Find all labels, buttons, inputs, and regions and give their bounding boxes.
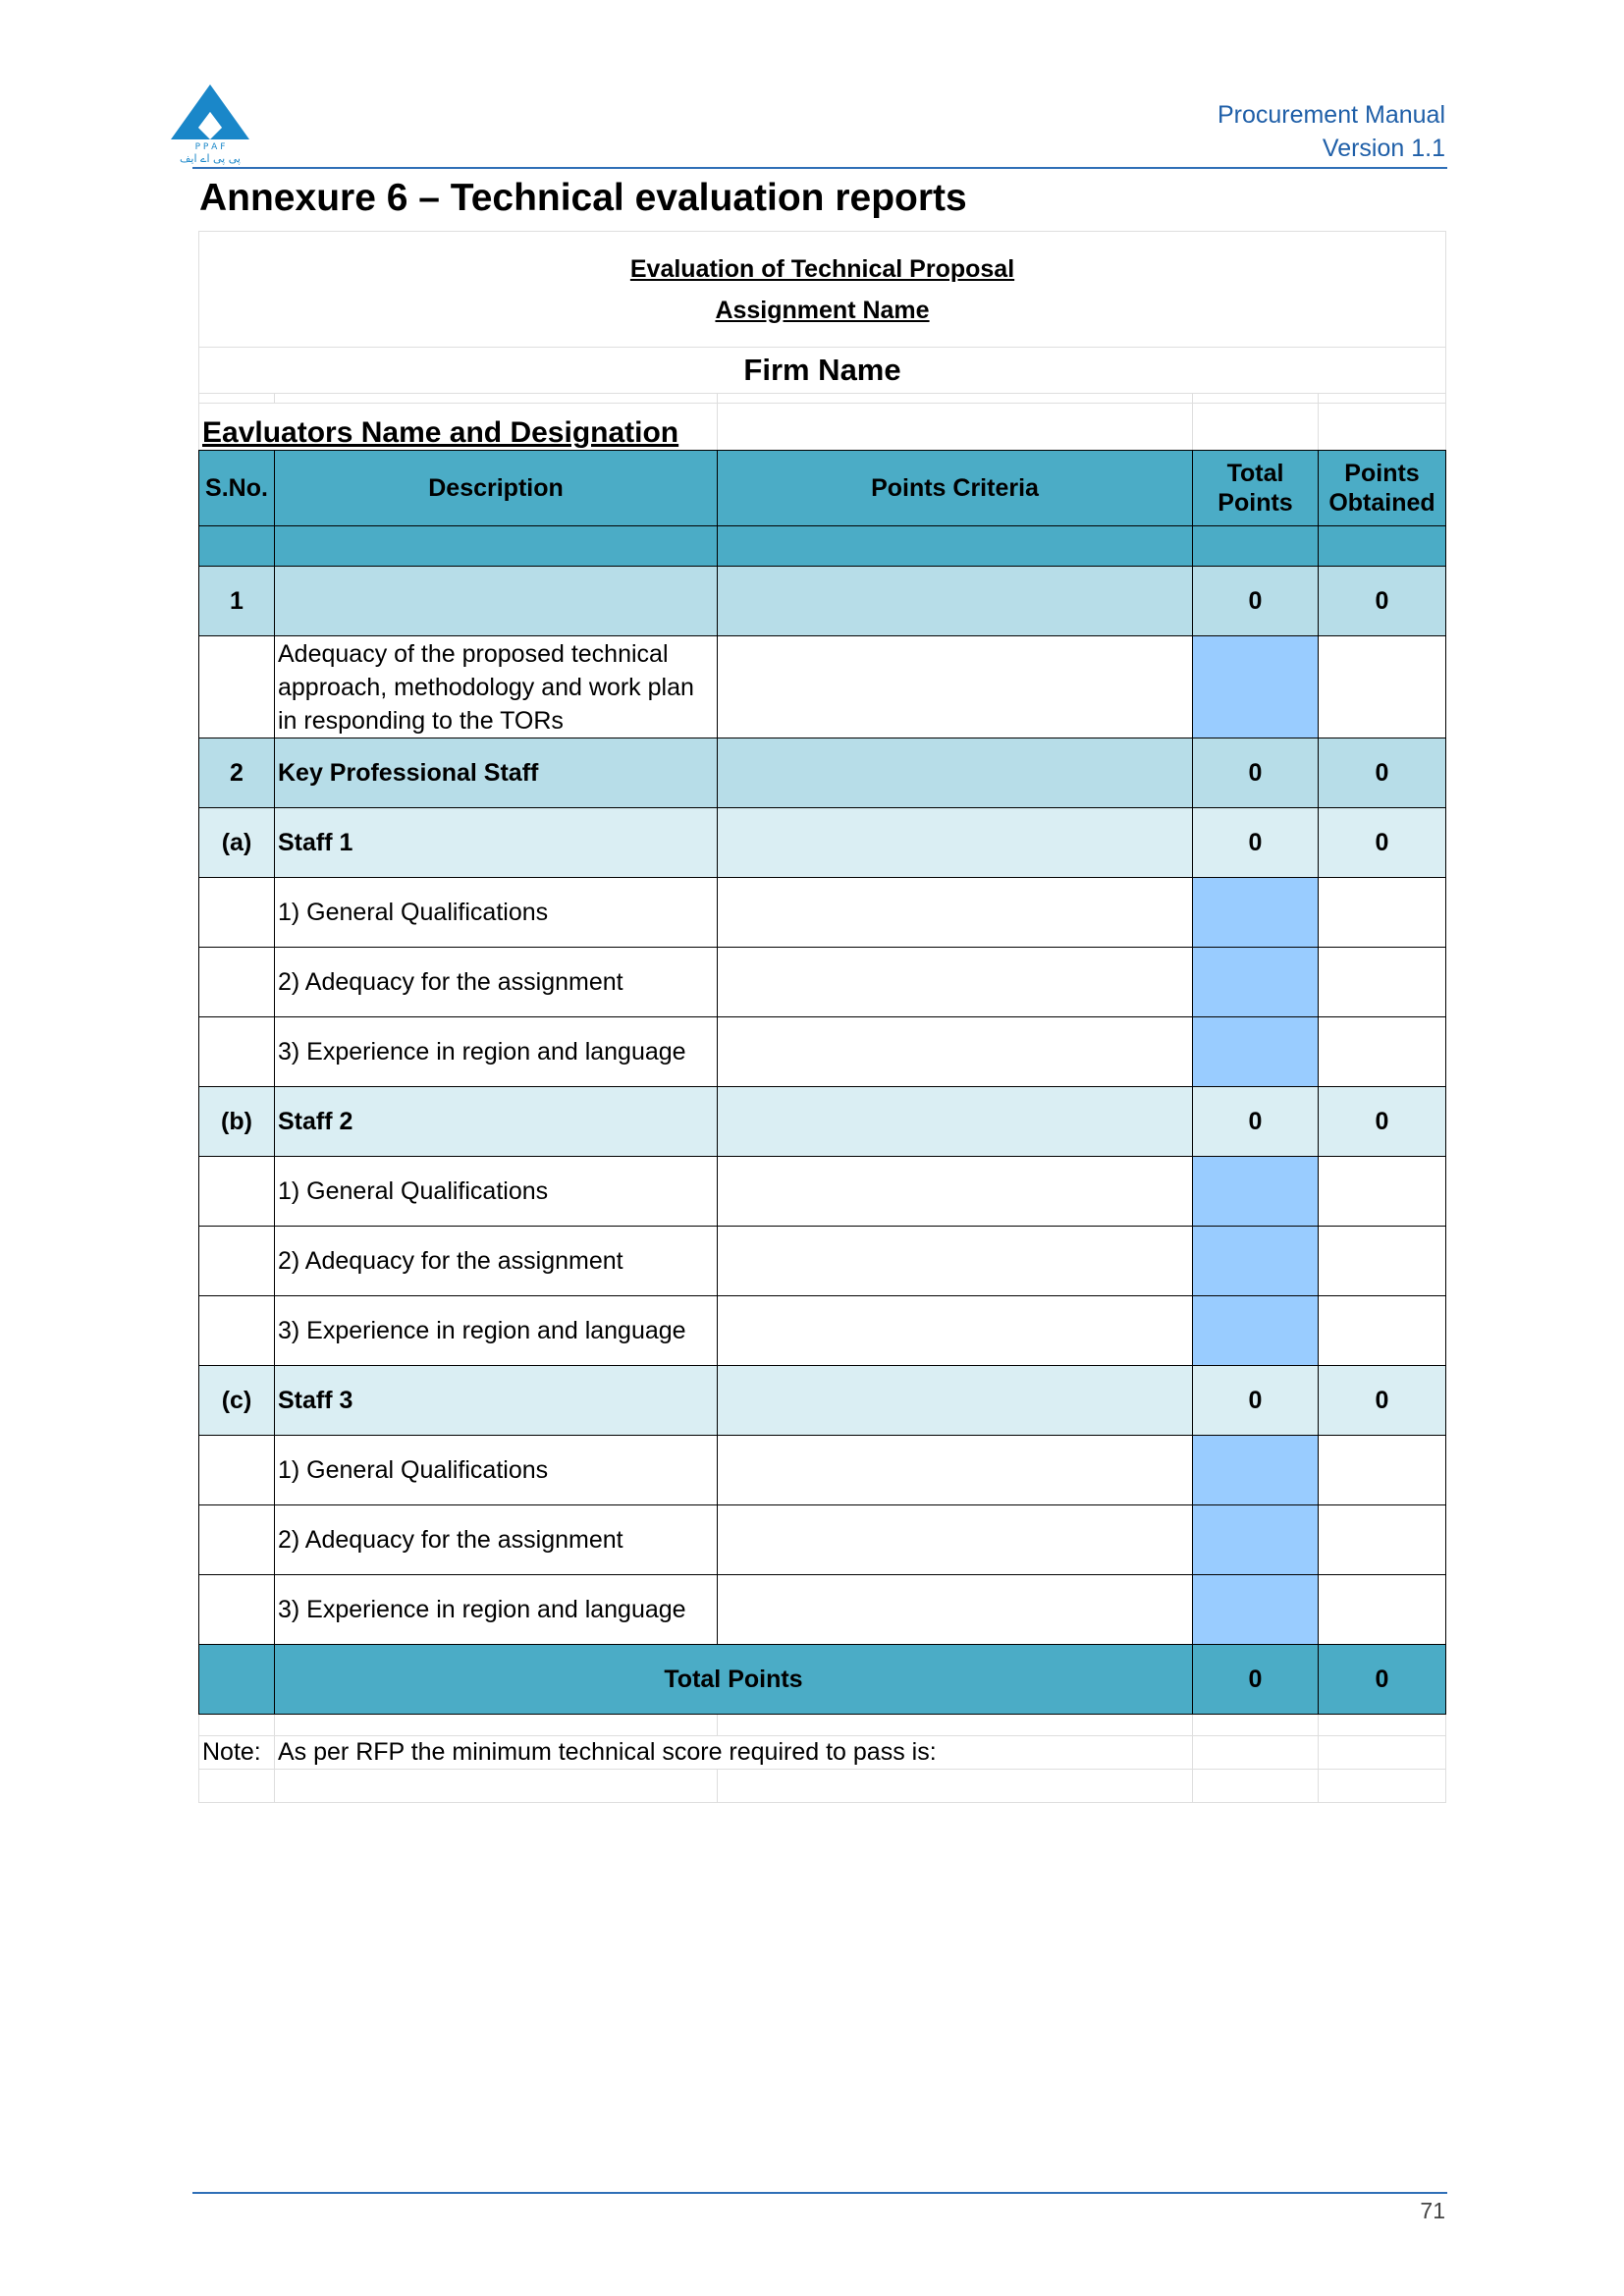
footer-rule bbox=[192, 2192, 1447, 2194]
score-input-cell[interactable] bbox=[1193, 878, 1319, 948]
table-row: 1) General Qualifications bbox=[199, 1157, 1446, 1227]
logo-urdu: پی پی اے ایف bbox=[180, 152, 241, 165]
note-row bbox=[199, 1736, 1446, 1770]
ppaf-logo bbox=[169, 82, 251, 165]
table-row: 1) General Qualifications bbox=[199, 878, 1446, 948]
page-header bbox=[1218, 98, 1445, 165]
table-row bbox=[199, 636, 1446, 738]
header-blank-row bbox=[199, 526, 1446, 567]
col-points-obtained: Points Obtained bbox=[1319, 451, 1446, 526]
grand-points-obtained: 0 bbox=[1319, 1645, 1446, 1715]
spacer-row bbox=[199, 394, 1446, 404]
table-row: 2) Adequacy for the assignment bbox=[199, 948, 1446, 1017]
col-points-criteria: Points Criteria bbox=[718, 451, 1193, 526]
table-row: (c) Staff 3 0 0 bbox=[199, 1366, 1446, 1436]
table-row: 3) Experience in region and language bbox=[199, 1575, 1446, 1645]
logo-letters: P P A F bbox=[194, 142, 226, 152]
score-input-cell[interactable] bbox=[1193, 1157, 1319, 1227]
assignment-name: Assignment Name bbox=[715, 296, 930, 324]
score-input-cell[interactable] bbox=[1193, 1017, 1319, 1087]
header-rule bbox=[192, 167, 1447, 169]
table-row: 3) Experience in region and language bbox=[199, 1296, 1446, 1366]
firm-row bbox=[199, 348, 1446, 394]
col-sno: S.No. bbox=[199, 451, 275, 526]
form-title: Evaluation of Technical Proposal bbox=[629, 254, 1015, 283]
col-total-points: Total Points bbox=[1193, 451, 1319, 526]
table-row: 2) Adequacy for the assignment bbox=[199, 1505, 1446, 1575]
note-text: As per RFP the minimum technical score required to pass is: bbox=[275, 1736, 1193, 1770]
note-label: Note: bbox=[199, 1736, 275, 1770]
score-input-cell[interactable] bbox=[1193, 1575, 1319, 1645]
table-row: 1 0 0 bbox=[199, 567, 1446, 636]
table-row: 1) General Qualifications bbox=[199, 1436, 1446, 1505]
score-input-cell[interactable] bbox=[1193, 636, 1319, 738]
page-title: Annexure 6 – Technical evaluation reports bbox=[199, 177, 967, 219]
col-description: Description bbox=[275, 451, 718, 526]
form-title-row bbox=[199, 232, 1446, 348]
score-input-cell[interactable] bbox=[1193, 1227, 1319, 1296]
grand-total-row bbox=[199, 1645, 1446, 1715]
page-number: 71 bbox=[1420, 2198, 1445, 2223]
score-input-cell[interactable] bbox=[1193, 1296, 1319, 1366]
score-input-cell[interactable] bbox=[1193, 1505, 1319, 1575]
table-row: (a) Staff 1 0 0 bbox=[199, 808, 1446, 878]
firm-name: Firm Name bbox=[199, 348, 1446, 394]
manual-title: Procurement Manual bbox=[1217, 101, 1445, 129]
row-description: Adequacy of the proposed technical approach, methodology and work plan in responding to the TORs bbox=[275, 636, 718, 738]
technical-evaluation-table bbox=[198, 231, 1446, 1803]
table-row: 3) Experience in region and language bbox=[199, 1017, 1446, 1087]
score-input-cell[interactable] bbox=[1193, 948, 1319, 1017]
spacer-row bbox=[199, 1770, 1446, 1803]
table-row: (b) Staff 2 0 0 bbox=[199, 1087, 1446, 1157]
score-input-cell[interactable] bbox=[1193, 1436, 1319, 1505]
manual-version: Version 1.1 bbox=[1322, 135, 1445, 162]
evaluators-row bbox=[199, 404, 1446, 451]
spacer-row bbox=[199, 1715, 1446, 1736]
table-row: 2 Key Professional Staff 0 0 bbox=[199, 738, 1446, 808]
column-header-row bbox=[199, 451, 1446, 526]
evaluators-label: Eavluators Name and Designation bbox=[199, 404, 718, 451]
grand-total-points: 0 bbox=[1193, 1645, 1319, 1715]
grand-total-label: Total Points bbox=[275, 1645, 1193, 1715]
table-row: 2) Adequacy for the assignment bbox=[199, 1227, 1446, 1296]
